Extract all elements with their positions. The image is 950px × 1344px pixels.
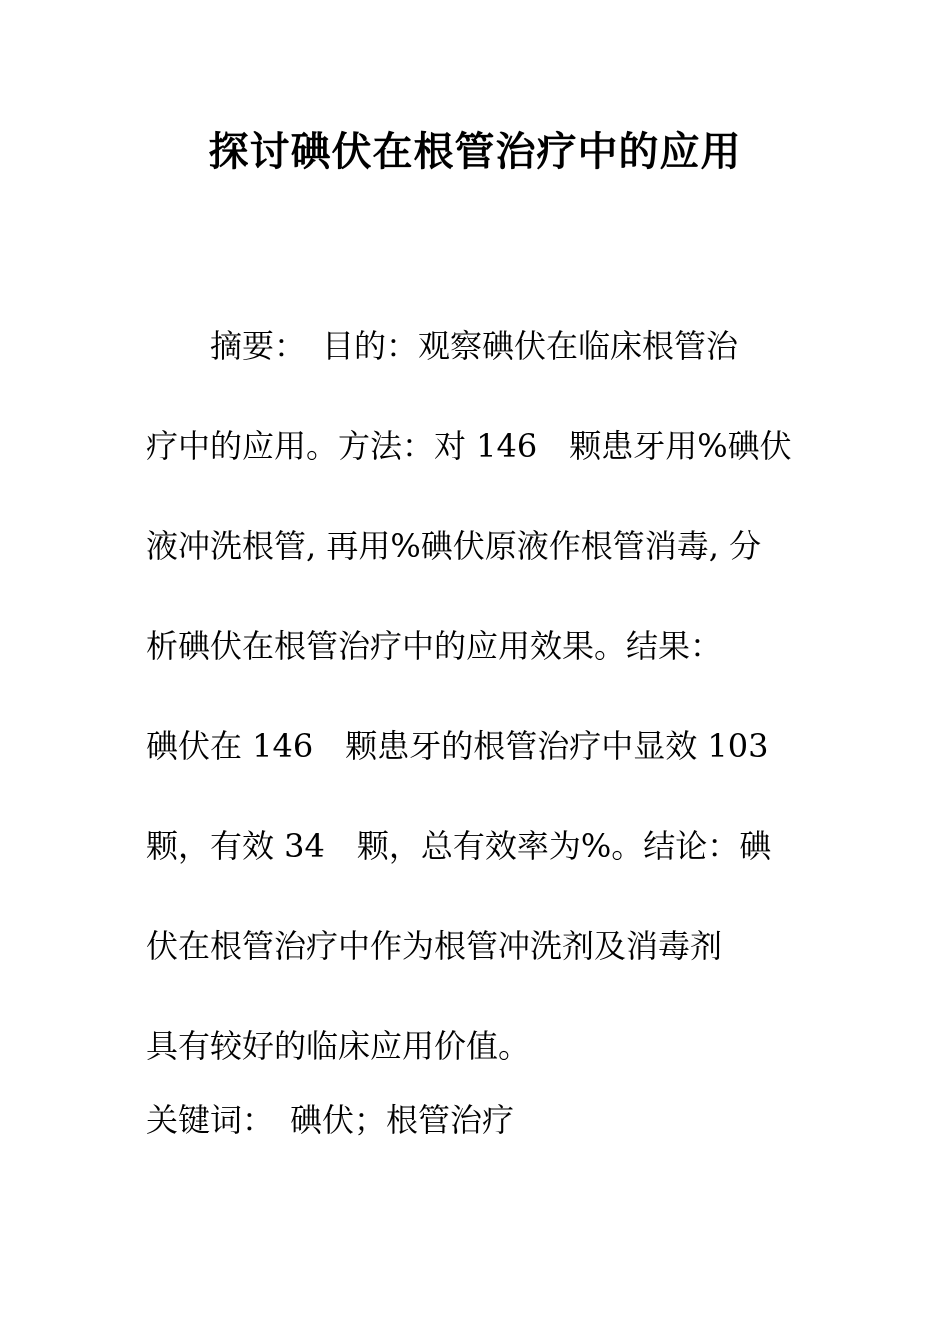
abstract-line: 碘伏在 146 颗患牙的根管治疗中显效 103 [146, 727, 769, 765]
abstract-line: 疗中的应用。方法：对 146 颗患牙用%碘伏 [146, 427, 792, 465]
abstract-body [146, 296, 806, 1096]
abstract-line: 颗，有效 34 颗，总有效率为%。结论：碘 [146, 827, 772, 865]
abstract-line: 析碘伏在根管治疗中的应用效果。结果： [146, 627, 723, 665]
abstract-line: 具有较好的临床应用价值。 [146, 1027, 531, 1065]
abstract-line: 摘要： 目的：观察碘伏在临床根管治 [146, 327, 739, 365]
document-title: 探讨碘伏在根管治疗中的应用 [208, 128, 742, 175]
abstract-line: 液冲洗根管, 再用%碘伏原液作根管消毒, 分 [146, 527, 762, 565]
abstract-line: 伏在根管治疗中作为根管冲洗剂及消毒剂 [146, 927, 723, 965]
keywords-line: 关键词： 碘伏；根管治疗 [146, 1101, 515, 1139]
